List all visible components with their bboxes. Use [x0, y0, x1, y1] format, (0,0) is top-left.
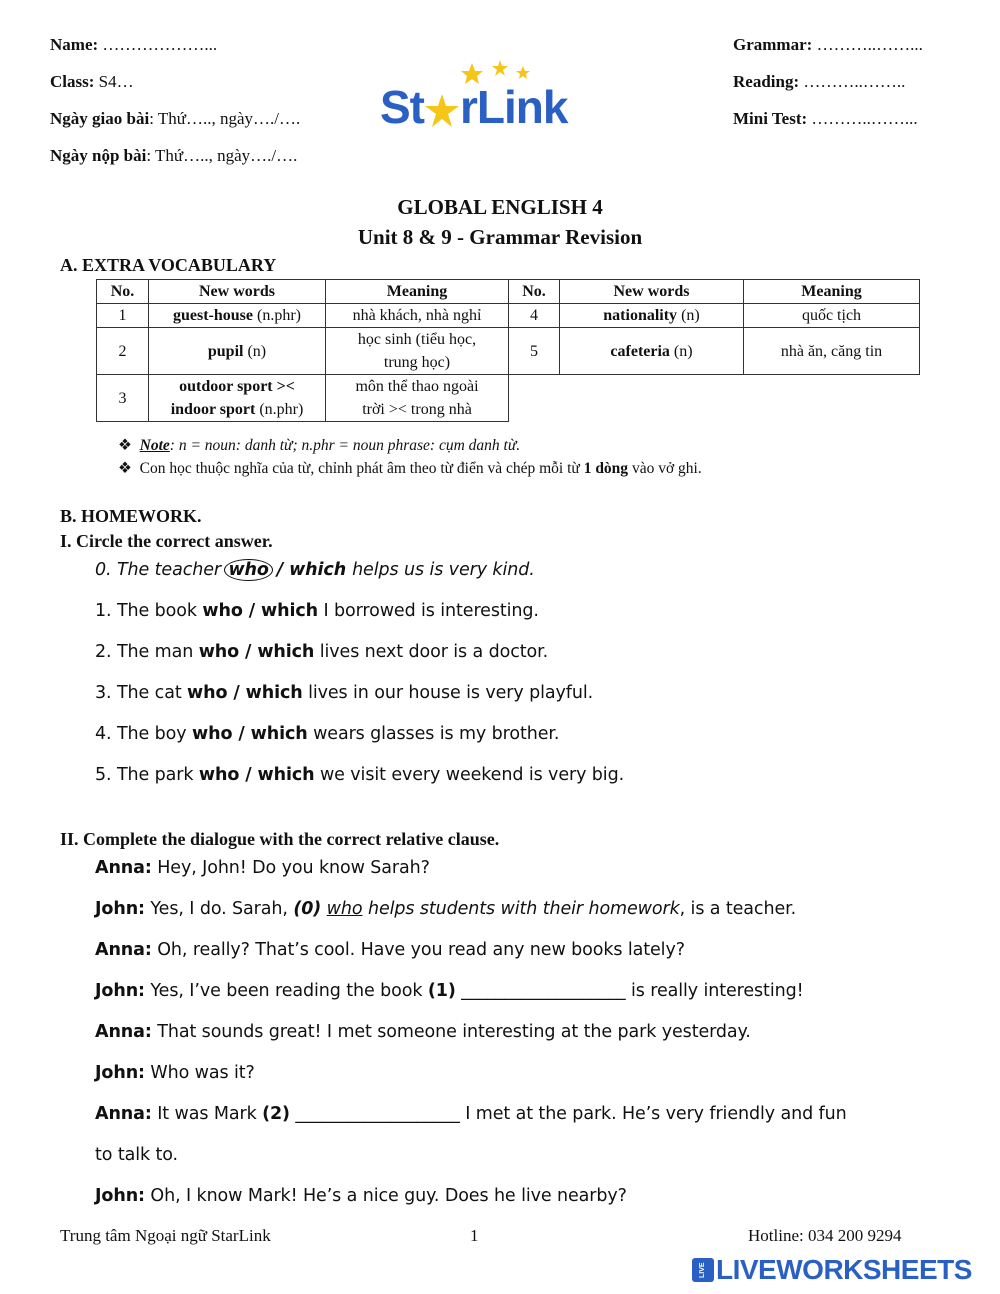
choice-options[interactable]: who / which — [198, 765, 315, 785]
page-number: 1 — [470, 1226, 479, 1245]
assign-date-field: Ngày giao bài: Thứ….., ngày…./…. — [50, 109, 301, 128]
dialogue-line: Anna: Hey, John! Do you know Sarah? — [95, 858, 430, 878]
dialogue-line: John: Who was it? — [95, 1063, 255, 1083]
cell-no: 1 — [97, 304, 149, 328]
section-b-heading: B. HOMEWORK. — [60, 506, 202, 526]
page-subtitle: Unit 8 & 9 - Grammar Revision — [357, 225, 643, 249]
col-header: Meaning — [326, 280, 509, 304]
dialogue-line: John: Oh, I know Mark! He’s a nice guy. Does he live nearby? — [95, 1186, 627, 1206]
dialogue-line: to talk to. — [95, 1145, 178, 1165]
table-row — [97, 328, 920, 375]
choice-options[interactable]: who / which — [187, 683, 303, 703]
table-row — [97, 304, 920, 328]
table-header-row — [97, 280, 920, 304]
part1-heading: I. Circle the correct answer. — [60, 531, 273, 551]
example-question: 0. The teacher who / which helps us is very kind. — [95, 560, 535, 580]
choice-options[interactable]: who / which — [202, 601, 318, 621]
question-4: 4. The boy who / which wears glasses is my brother. — [95, 724, 560, 744]
question-5: 5. The park who / which we visit every weekend is very big. — [95, 765, 625, 785]
grammar-score-field: Grammar: ………..……... — [733, 35, 923, 54]
part2-heading: II. Complete the dialogue with the correct relative clause. — [60, 829, 500, 849]
instruction-line: ❖ Con học thuộc nghĩa của từ, chỉnh phát âm theo từ điển và chép mỗi từ 1 dòng vào vở ghi. — [118, 460, 702, 477]
section-a-heading: A. EXTRA VOCABULARY — [60, 255, 277, 275]
cell-word: outdoor sport >< indoor sport (n.phr) — [149, 375, 326, 422]
circled-answer: who — [224, 559, 272, 581]
diamond-bullet-icon: ❖ — [118, 437, 132, 454]
question-1: 1. The book who / which I borrowed is interesting. — [95, 601, 539, 621]
cell-word: nationality (n) — [560, 304, 744, 328]
footer-center-name: Trung tâm Ngoại ngữ StarLink — [60, 1226, 271, 1245]
dialogue-line: John: Yes, I’ve been reading the book (1) ___________________ is really interesting! — [95, 981, 804, 1001]
cell-meaning: nhà ăn, căng tin — [744, 328, 920, 375]
col-header: Meaning — [744, 280, 920, 304]
dialogue-line: Anna: It was Mark (2) ___________________ I met at the park. He’s very friendly and fun — [95, 1104, 847, 1124]
cell-word: guest-house (n.phr) — [149, 304, 326, 328]
logo-text: St rLink — [380, 81, 568, 133]
page-title: GLOBAL ENGLISH 4 — [397, 195, 603, 219]
class-field: Class: S4… — [50, 72, 134, 91]
question-2: 2. The man who / which lives next door is a doctor. — [95, 642, 549, 662]
logo-star-icon — [424, 93, 460, 129]
reading-score-field: Reading: ………..…….. — [733, 72, 906, 91]
cell-word: cafeteria (n) — [560, 328, 744, 375]
name-field: Name: ………………... — [50, 35, 218, 54]
vocabulary-table — [96, 279, 920, 422]
table-row — [97, 375, 920, 422]
col-header: New words — [149, 280, 326, 304]
choice-options[interactable]: who / which — [198, 642, 315, 662]
liveworksheets-text: LIVEWORKSHEETS — [716, 1254, 972, 1285]
starlink-logo — [380, 60, 625, 135]
submit-date-field: Ngày nộp bài: Thứ….., ngày…./…. — [50, 146, 298, 165]
answer-blank-2[interactable]: ___________________ — [289, 1104, 466, 1124]
col-header: New words — [560, 280, 744, 304]
cell-no: 5 — [509, 328, 560, 375]
col-header: No. — [509, 280, 560, 304]
col-header: No. — [97, 280, 149, 304]
cell-word: pupil (n) — [149, 328, 326, 375]
choice-options[interactable]: who / which — [192, 724, 308, 744]
dialogue-line: John: Yes, I do. Sarah, (0) who helps students with their homework, is a teacher. — [95, 899, 797, 919]
dialogue-line: Anna: Oh, really? That’s cool. Have you read any new books lately? — [95, 940, 685, 960]
question-3: 3. The cat who / which lives in our house is very playful. — [95, 683, 594, 703]
cell-meaning: quốc tịch — [744, 304, 920, 328]
cell-no: 3 — [97, 375, 149, 422]
cell-no: 4 — [509, 304, 560, 328]
footer-hotline: Hotline: 034 200 9294 — [748, 1226, 902, 1245]
cell-meaning: nhà khách, nhà nghỉ — [326, 304, 509, 328]
dialogue-line: Anna: That sounds great! I met someone interesting at the park yesterday. — [95, 1022, 751, 1042]
note-line: ❖ Note: n = noun: danh từ; n.phr = noun phrase: cụm danh từ. — [118, 437, 521, 454]
cell-meaning: môn thể thao ngoài trời >< trong nhà — [326, 375, 509, 422]
liveworksheets-logo-icon: LIVE — [692, 1258, 714, 1282]
diamond-bullet-icon: ❖ — [118, 460, 132, 477]
cell-no: 2 — [97, 328, 149, 375]
minitest-score-field: Mini Test: ………..……... — [733, 109, 918, 128]
cell-meaning: học sinh (tiểu học, trung học) — [326, 328, 509, 375]
answer-blank-1[interactable]: ___________________ — [455, 981, 631, 1001]
